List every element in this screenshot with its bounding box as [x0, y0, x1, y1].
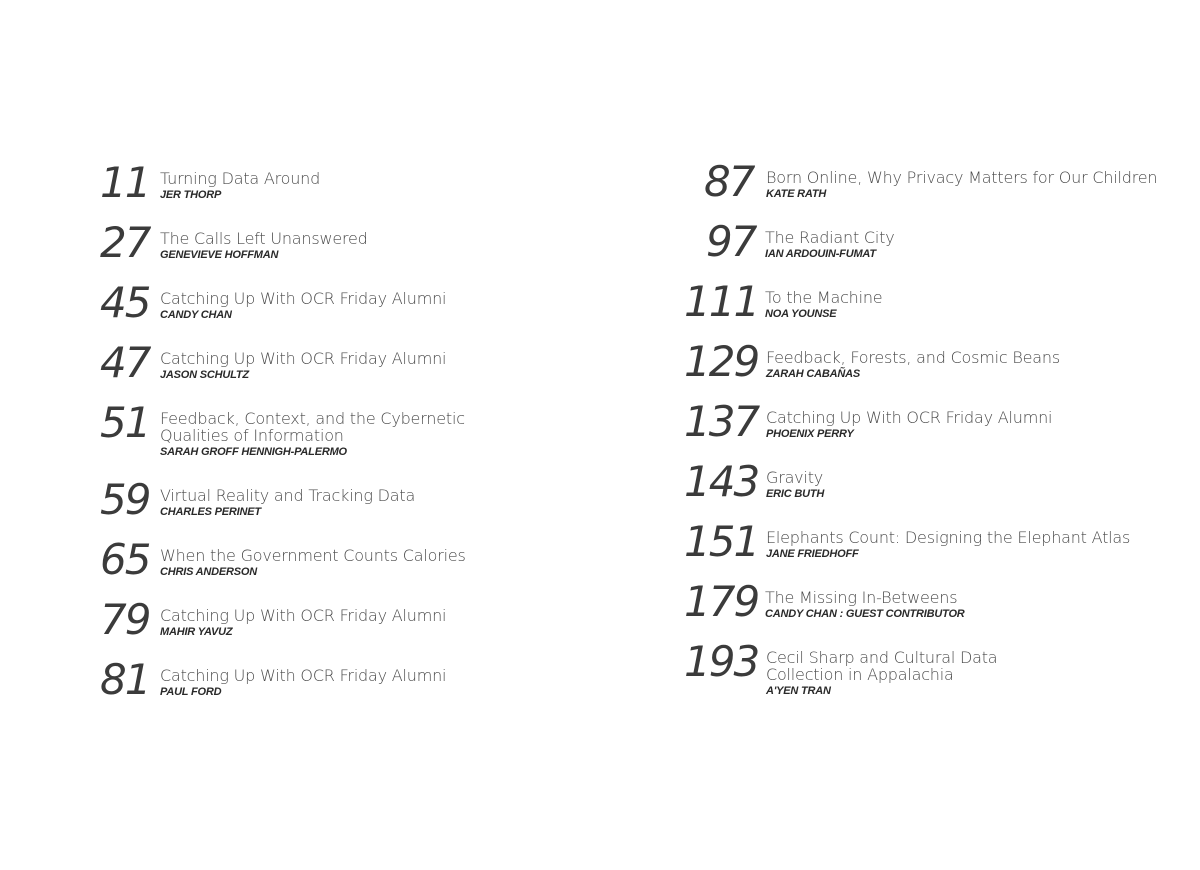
entry-author: SARAH GROFF HENNIGH-PALERMO: [160, 446, 347, 458]
entry-author: GENEVIEVE HOFFMAN: [160, 249, 279, 261]
entry-title: The Radiant City: [765, 228, 895, 247]
entry-title: Feedback, Forests, and Cosmic Beans: [766, 348, 1060, 367]
entry-author: MAHIR YAVUZ: [160, 626, 233, 638]
entry-author: PAUL FORD: [160, 686, 222, 698]
entry-title: Elephants Count: Designing the Elephant Atlas: [766, 528, 1131, 547]
page-number: 11: [100, 158, 150, 207]
entry-text: [160, 230, 368, 262]
entry-text: [160, 547, 466, 579]
page-number: 45: [100, 278, 150, 327]
page-number: 111: [684, 277, 759, 326]
page-number: 59: [100, 475, 150, 524]
entry-text: [160, 667, 446, 699]
entry-title: Gravity: [766, 468, 824, 487]
entry-title: Catching Up With OCR Friday Alumni: [160, 349, 447, 368]
entry-title-line2: Qualities of Information: [160, 426, 344, 445]
page-number: 97: [706, 217, 756, 266]
entry-author: ZARAH CABAÑAS: [766, 368, 860, 380]
entry-text: [766, 529, 1130, 561]
page-number: 179: [684, 577, 759, 626]
entry-title: The Calls Left Unanswered: [160, 229, 368, 248]
entry-author: ERIC BUTH: [766, 488, 825, 500]
entry-text: [160, 607, 446, 639]
entry-author: JER THORP: [160, 189, 222, 201]
entry-text: [160, 410, 465, 459]
page-number: 27: [100, 218, 150, 267]
entry-author: CANDY CHAN : GUEST CONTRIBUTOR: [765, 608, 965, 620]
entry-title: Cecil Sharp and Cultural Data: [766, 648, 998, 667]
entry-text: [766, 349, 1060, 381]
page-number: 151: [684, 517, 759, 566]
entry-text: [765, 229, 894, 261]
page-number: 81: [100, 655, 150, 704]
entry-title-line2: Collection in Appalachia: [766, 665, 954, 684]
page-number: 65: [100, 535, 150, 584]
entry-title: Virtual Reality and Tracking Data: [160, 486, 416, 505]
page-number: 129: [684, 337, 759, 386]
entry-author: NOA YOUNSE: [765, 308, 837, 320]
entry-title: Catching Up With OCR Friday Alumni: [160, 666, 447, 685]
page-number: 51: [100, 398, 150, 447]
entry-author: CHARLES PERINET: [160, 506, 261, 518]
entry-author: KATE RATH: [766, 188, 827, 200]
entry-text: [766, 649, 997, 698]
page-number: 87: [704, 157, 754, 206]
entry-title: Born Online, Why Privacy Matters for Our Children: [766, 168, 1158, 187]
entry-title: Catching Up With OCR Friday Alumni: [160, 606, 447, 625]
entry-title: When the Government Counts Calories: [160, 546, 466, 565]
entry-title: Feedback, Context, and the Cybernetic: [160, 409, 465, 428]
page-number: 47: [100, 338, 150, 387]
page-number: 193: [684, 637, 759, 686]
page-number: 143: [684, 457, 759, 506]
entry-title: The Missing In-Betweens: [765, 588, 958, 607]
entry-text: [160, 487, 415, 519]
entry-author: PHOENIX PERRY: [766, 428, 854, 440]
entry-title: To the Machine: [765, 288, 883, 307]
entry-text: [160, 170, 320, 202]
entry-author: CANDY CHAN: [160, 309, 232, 321]
page-number: 79: [100, 595, 150, 644]
entry-author: IAN ARDOUIN-FUMAT: [765, 248, 876, 260]
entry-text: [766, 469, 824, 501]
entry-title: Catching Up With OCR Friday Alumni: [766, 408, 1053, 427]
entry-author: A'YEN TRAN: [766, 685, 831, 697]
entry-title: Catching Up With OCR Friday Alumni: [160, 289, 447, 308]
entry-title: Turning Data Around: [160, 169, 321, 188]
entry-text: [766, 169, 1157, 201]
entry-author: JANE FRIEDHOFF: [766, 548, 859, 560]
entry-text: [765, 289, 882, 321]
page-number: 137: [684, 397, 759, 446]
entry-text: [160, 350, 446, 382]
entry-text: [765, 589, 965, 621]
entry-author: JASON SCHULTZ: [160, 369, 249, 381]
entry-text: [766, 409, 1052, 441]
entry-text: [160, 290, 446, 322]
entry-author: CHRIS ANDERSON: [160, 566, 258, 578]
